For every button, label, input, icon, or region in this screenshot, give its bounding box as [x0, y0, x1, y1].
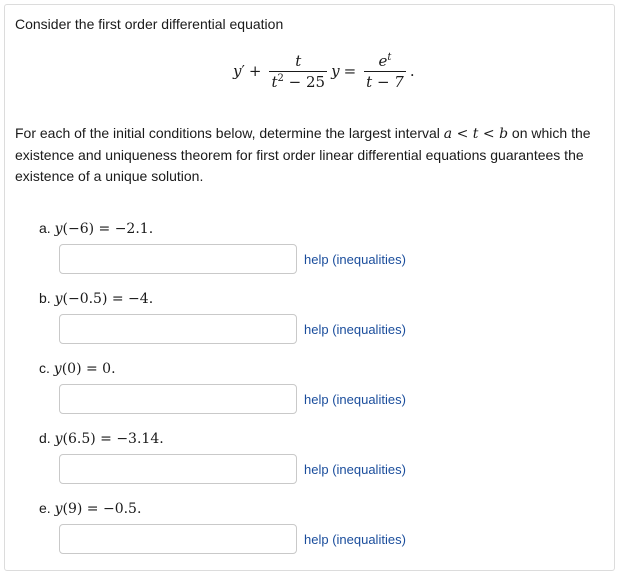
- differential-equation: [233, 49, 415, 93]
- eq-frac1-denominator: [269, 72, 327, 90]
- part-letter: d.: [39, 430, 51, 446]
- initial-condition: [55, 291, 154, 307]
- instructions-var-t: t: [472, 126, 479, 142]
- eq-frac2-num-exp: t: [387, 51, 392, 63]
- part-label: [39, 498, 599, 518]
- instructions-lt-1: <: [452, 126, 473, 142]
- instructions-part-1: For each of the initial conditions below, determine the largest interval: [15, 125, 444, 141]
- answer-input[interactable]: [59, 524, 297, 554]
- part-label: [39, 428, 599, 448]
- answer-input[interactable]: [59, 244, 297, 274]
- eq-frac2-denominator: t − 7: [366, 72, 404, 91]
- answer-row: [59, 384, 406, 414]
- initial-condition: [54, 361, 116, 377]
- part-b: [39, 288, 599, 337]
- help-inequalities-link[interactable]: help (inequalities): [304, 321, 406, 337]
- part-d: [39, 428, 599, 477]
- problem-intro: Consider the first order differential equation: [15, 16, 284, 32]
- initial-condition: [55, 431, 164, 447]
- eq-frac1-den-rest: − 25: [288, 72, 326, 91]
- instructions-text: [15, 123, 610, 187]
- eq-equals: =: [343, 62, 357, 80]
- eq-period: .: [409, 62, 415, 80]
- instructions-lt-2: <: [478, 126, 500, 142]
- initial-condition: [55, 501, 142, 517]
- part-letter: b.: [39, 290, 51, 306]
- part-c: [39, 358, 599, 407]
- answer-input[interactable]: [59, 454, 297, 484]
- help-inequalities-link[interactable]: help (inequalities): [304, 531, 406, 547]
- part-e: [39, 498, 599, 547]
- eq-frac1-numerator: t: [295, 51, 302, 70]
- condition-rest: (0) = 0.: [61, 361, 116, 377]
- condition-y: y: [54, 221, 63, 237]
- condition-y: y: [53, 361, 62, 377]
- condition-y: y: [54, 501, 63, 517]
- eq-y: y: [233, 62, 242, 80]
- eq-frac2-num-e: e: [378, 51, 388, 70]
- eq-prime: ′: [241, 62, 245, 80]
- answer-row: [59, 244, 406, 274]
- answer-row: [59, 454, 406, 484]
- part-letter: a.: [39, 220, 51, 236]
- eq-fraction-2: [364, 53, 406, 90]
- instructions-part-2: on which the existence and uniqueness theorem for first order linear differential equations guarantees the existence of a unique solution.: [15, 125, 591, 184]
- help-inequalities-link[interactable]: help (inequalities): [304, 461, 406, 477]
- condition-y: y: [54, 431, 63, 447]
- help-inequalities-link[interactable]: help (inequalities): [304, 391, 406, 407]
- part-label: [39, 358, 599, 378]
- part-letter: e.: [39, 500, 51, 516]
- eq-frac1-den-exp: 2: [277, 72, 284, 84]
- eq-frac1-den-t: t: [271, 72, 278, 91]
- part-label: [39, 288, 599, 308]
- instructions-var-a: a: [443, 126, 453, 142]
- answer-row: [59, 524, 406, 554]
- answer-row: [59, 314, 406, 344]
- condition-rest: (−0.5) = −4.: [62, 291, 154, 307]
- eq-plus: +: [248, 62, 262, 80]
- condition-rest: (−6) = −2.1.: [62, 221, 154, 237]
- answer-input[interactable]: [59, 384, 297, 414]
- eq-fraction-1: [269, 53, 327, 90]
- part-label: [39, 218, 599, 238]
- help-inequalities-link[interactable]: help (inequalities): [304, 251, 406, 267]
- initial-condition: [55, 221, 154, 237]
- part-letter: c.: [39, 360, 50, 376]
- condition-rest: (9) = −0.5.: [62, 501, 142, 517]
- condition-y: y: [54, 291, 63, 307]
- answer-input[interactable]: [59, 314, 297, 344]
- problem-panel: [4, 4, 615, 571]
- condition-rest: (6.5) = −3.14.: [62, 431, 164, 447]
- eq-y2: y: [331, 62, 340, 80]
- instructions-var-b: b: [499, 126, 509, 142]
- eq-frac2-numerator: [377, 53, 394, 71]
- part-a: [39, 218, 599, 267]
